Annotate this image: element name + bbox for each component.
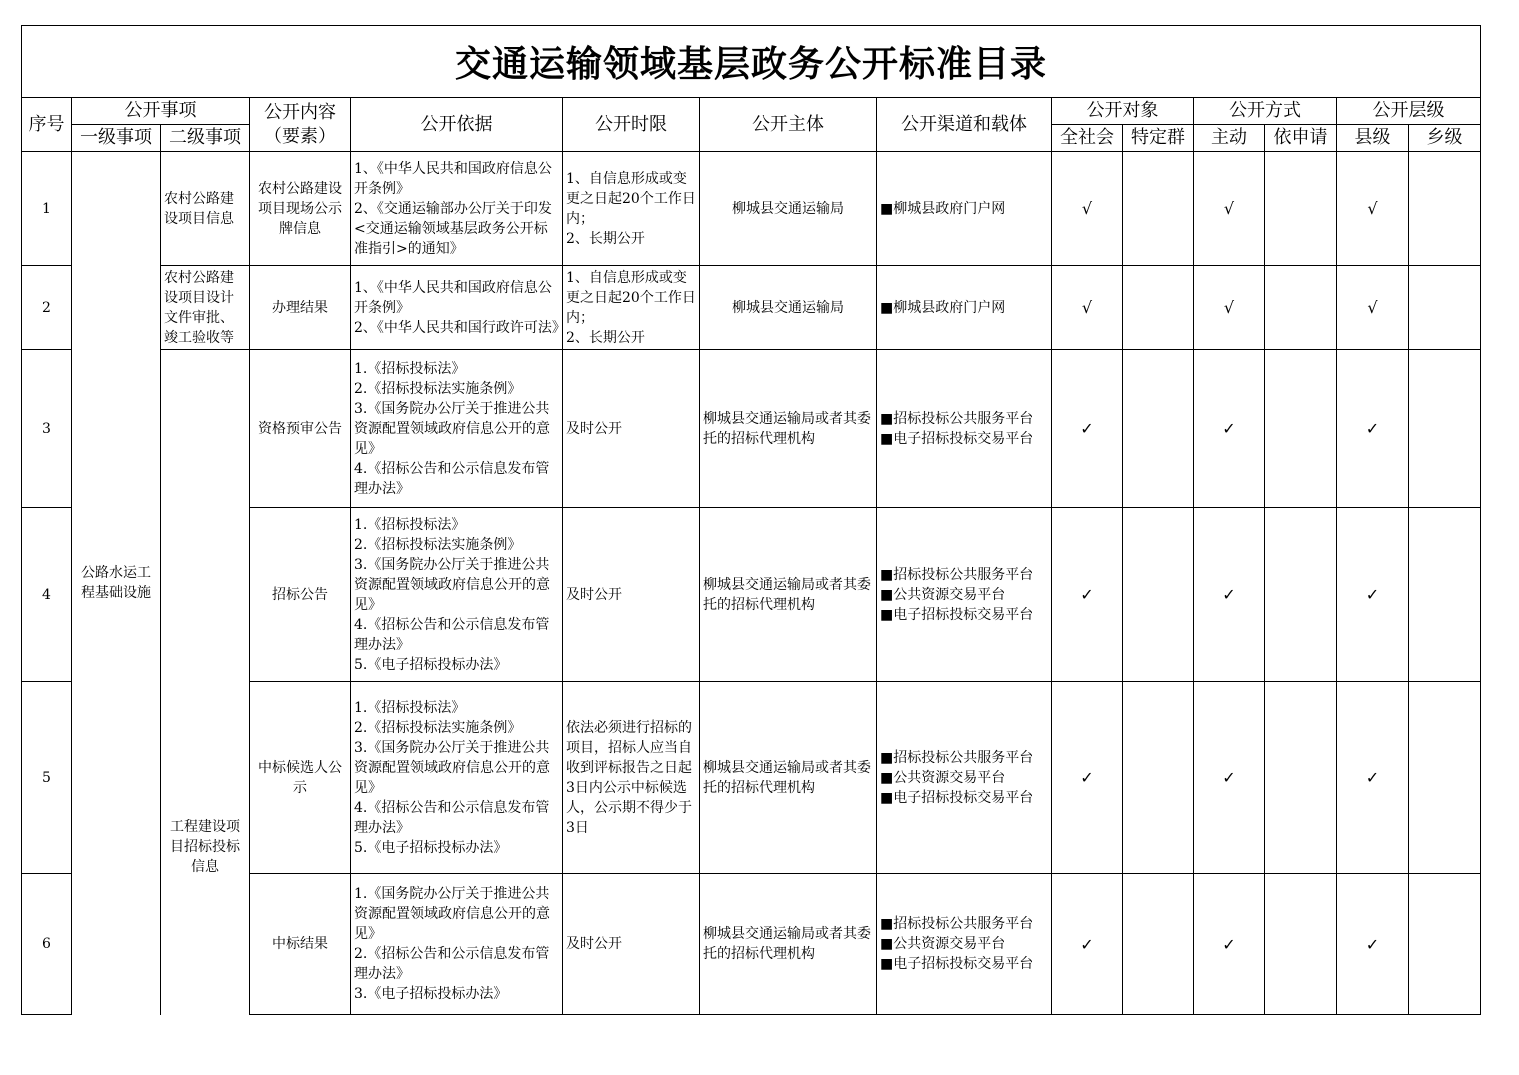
row-subject: 柳城县交通运输局 xyxy=(700,266,877,350)
row-method-active: √ xyxy=(1194,152,1265,266)
header-channel: 公开渠道和载体 xyxy=(877,98,1052,152)
row-deadline: 1、自信息形成或变更之日起20个工作日内； 2、长期公开 xyxy=(563,266,700,350)
row-object-specific xyxy=(1123,508,1194,682)
row-tier-town xyxy=(1409,682,1481,874)
row-method-request xyxy=(1265,266,1337,350)
row-tier-town xyxy=(1409,266,1481,350)
row-seq: 6 xyxy=(22,874,72,1015)
header-tier-county: 县级 xyxy=(1337,125,1409,152)
row-object-specific xyxy=(1123,350,1194,508)
row-method-request xyxy=(1265,682,1337,874)
header-subject: 公开主体 xyxy=(700,98,877,152)
level1-item: 公路水运工程基础设施 xyxy=(72,152,161,1015)
row-content: 农村公路建设项目现场公示牌信息 xyxy=(250,152,351,266)
row-content: 中标候选人公示 xyxy=(250,682,351,874)
row-seq: 5 xyxy=(22,682,72,874)
row-content: 办理结果 xyxy=(250,266,351,350)
header-deadline: 公开时限 xyxy=(563,98,700,152)
header-tier: 公开层级 xyxy=(1337,98,1481,125)
row-object-specific xyxy=(1123,874,1194,1015)
row-deadline: 及时公开 xyxy=(563,874,700,1015)
row-seq: 4 xyxy=(22,508,72,682)
row-object-all: √ xyxy=(1052,266,1123,350)
header-seq: 序号 xyxy=(22,98,72,152)
row-basis: 1、《中华人民共和国政府信息公开条例》 2、《中华人民共和国行政许可法》 xyxy=(351,266,563,350)
row-object-all: ✓ xyxy=(1052,350,1123,508)
header-object-all: 全社会 xyxy=(1052,125,1123,152)
row-tier-town xyxy=(1409,508,1481,682)
row-channel: ■招标投标公共服务平台 ■电子招标投标交易平台 xyxy=(877,350,1052,508)
header-tier-town: 乡级 xyxy=(1409,125,1481,152)
row-object-specific xyxy=(1123,682,1194,874)
row-seq: 2 xyxy=(22,266,72,350)
row-tier-county: ✓ xyxy=(1337,508,1409,682)
row-tier-county: ✓ xyxy=(1337,682,1409,874)
row-basis: 1、《中华人民共和国政府信息公开条例》 2、《交通运输部办公厅关于印发<交通运输领域基层政务公开标准指引>的通知》 xyxy=(351,152,563,266)
row-channel: ■招标投标公共服务平台 ■公共资源交易平台 ■电子招标投标交易平台 xyxy=(877,508,1052,682)
row-tier-county: ✓ xyxy=(1337,350,1409,508)
row-subject: 柳城县交通运输局或者其委托的招标代理机构 xyxy=(700,682,877,874)
row-basis: 1.《招标投标法》 2.《招标投标法实施条例》 3.《国务院办公厅关于推进公共资源配置领域政府信息公开的意见》 4.《招标公告和公示信息发布管理办法》 5.《电子招标投标办法》 xyxy=(351,508,563,682)
header-matter: 公开事项 xyxy=(72,98,250,125)
header-content: 公开内容（要素） xyxy=(250,98,351,152)
row-object-specific xyxy=(1123,266,1194,350)
header-method-active: 主动 xyxy=(1194,125,1265,152)
row-tier-county: ✓ xyxy=(1337,874,1409,1015)
page-title: 交通运输领域基层政务公开标准目录 xyxy=(22,26,1481,98)
row-object-all: ✓ xyxy=(1052,508,1123,682)
row-channel: ■招标投标公共服务平台 ■公共资源交易平台 ■电子招标投标交易平台 xyxy=(877,874,1052,1015)
row-basis: 1.《招标投标法》 2.《招标投标法实施条例》 3.《国务院办公厅关于推进公共资源配置领域政府信息公开的意见》 4.《招标公告和公示信息发布管理办法》 xyxy=(351,350,563,508)
header-method: 公开方式 xyxy=(1194,98,1337,125)
row-method-active: √ xyxy=(1194,266,1265,350)
disclosure-catalog-table xyxy=(21,25,1481,1015)
row-subject: 柳城县交通运输局或者其委托的招标代理机构 xyxy=(700,508,877,682)
header-method-request: 依申请 xyxy=(1265,125,1337,152)
row-object-specific xyxy=(1123,152,1194,266)
row-object-all: ✓ xyxy=(1052,874,1123,1015)
row-deadline: 及时公开 xyxy=(563,508,700,682)
row-basis: 1.《国务院办公厅关于推进公共资源配置领域政府信息公开的意见》 2.《招标公告和公示信息发布管理办法》 3.《电子招标投标办法》 xyxy=(351,874,563,1015)
row-deadline: 1、自信息形成或变更之日起20个工作日内； 2、长期公开 xyxy=(563,152,700,266)
row-channel: ■柳城县政府门户网 xyxy=(877,152,1052,266)
row-tier-town xyxy=(1409,874,1481,1015)
row-object-all: ✓ xyxy=(1052,682,1123,874)
level2-item: 农村公路建设项目设计文件审批、竣工验收等 xyxy=(161,266,250,350)
header-level1: 一级事项 xyxy=(72,125,161,152)
row-content: 招标公告 xyxy=(250,508,351,682)
row-method-request xyxy=(1265,874,1337,1015)
level2-item: 工程建设项目招标投标信息 xyxy=(161,350,250,1015)
table-row xyxy=(22,350,1481,508)
row-seq: 1 xyxy=(22,152,72,266)
row-basis: 1.《招标投标法》 2.《招标投标法实施条例》 3.《国务院办公厅关于推进公共资源配置领域政府信息公开的意见》 4.《招标公告和公示信息发布管理办法》 5.《电子招标投标办法》 xyxy=(351,682,563,874)
row-method-active: ✓ xyxy=(1194,874,1265,1015)
row-tier-county: √ xyxy=(1337,266,1409,350)
row-tier-town xyxy=(1409,350,1481,508)
row-subject: 柳城县交通运输局或者其委托的招标代理机构 xyxy=(700,350,877,508)
row-method-active: ✓ xyxy=(1194,508,1265,682)
table-row xyxy=(22,266,1481,350)
table-row xyxy=(22,152,1481,266)
row-channel: ■招标投标公共服务平台 ■公共资源交易平台 ■电子招标投标交易平台 xyxy=(877,682,1052,874)
row-method-active: ✓ xyxy=(1194,350,1265,508)
row-deadline: 及时公开 xyxy=(563,350,700,508)
row-method-request xyxy=(1265,508,1337,682)
row-object-all: √ xyxy=(1052,152,1123,266)
row-tier-town xyxy=(1409,152,1481,266)
header-basis: 公开依据 xyxy=(351,98,563,152)
row-method-request xyxy=(1265,152,1337,266)
row-seq: 3 xyxy=(22,350,72,508)
header-level2: 二级事项 xyxy=(161,125,250,152)
row-channel: ■柳城县政府门户网 xyxy=(877,266,1052,350)
header-object-specific: 特定群 xyxy=(1123,125,1194,152)
header-object: 公开对象 xyxy=(1052,98,1194,125)
row-method-request xyxy=(1265,350,1337,508)
level2-item: 农村公路建设项目信息 xyxy=(161,152,250,266)
row-content: 中标结果 xyxy=(250,874,351,1015)
row-method-active: ✓ xyxy=(1194,682,1265,874)
row-tier-county: √ xyxy=(1337,152,1409,266)
row-subject: 柳城县交通运输局或者其委托的招标代理机构 xyxy=(700,874,877,1015)
row-subject: 柳城县交通运输局 xyxy=(700,152,877,266)
row-content: 资格预审公告 xyxy=(250,350,351,508)
row-deadline: 依法必须进行招标的项目，招标人应当自收到评标报告之日起3日内公示中标候选人，公示期不得少于3日 xyxy=(563,682,700,874)
